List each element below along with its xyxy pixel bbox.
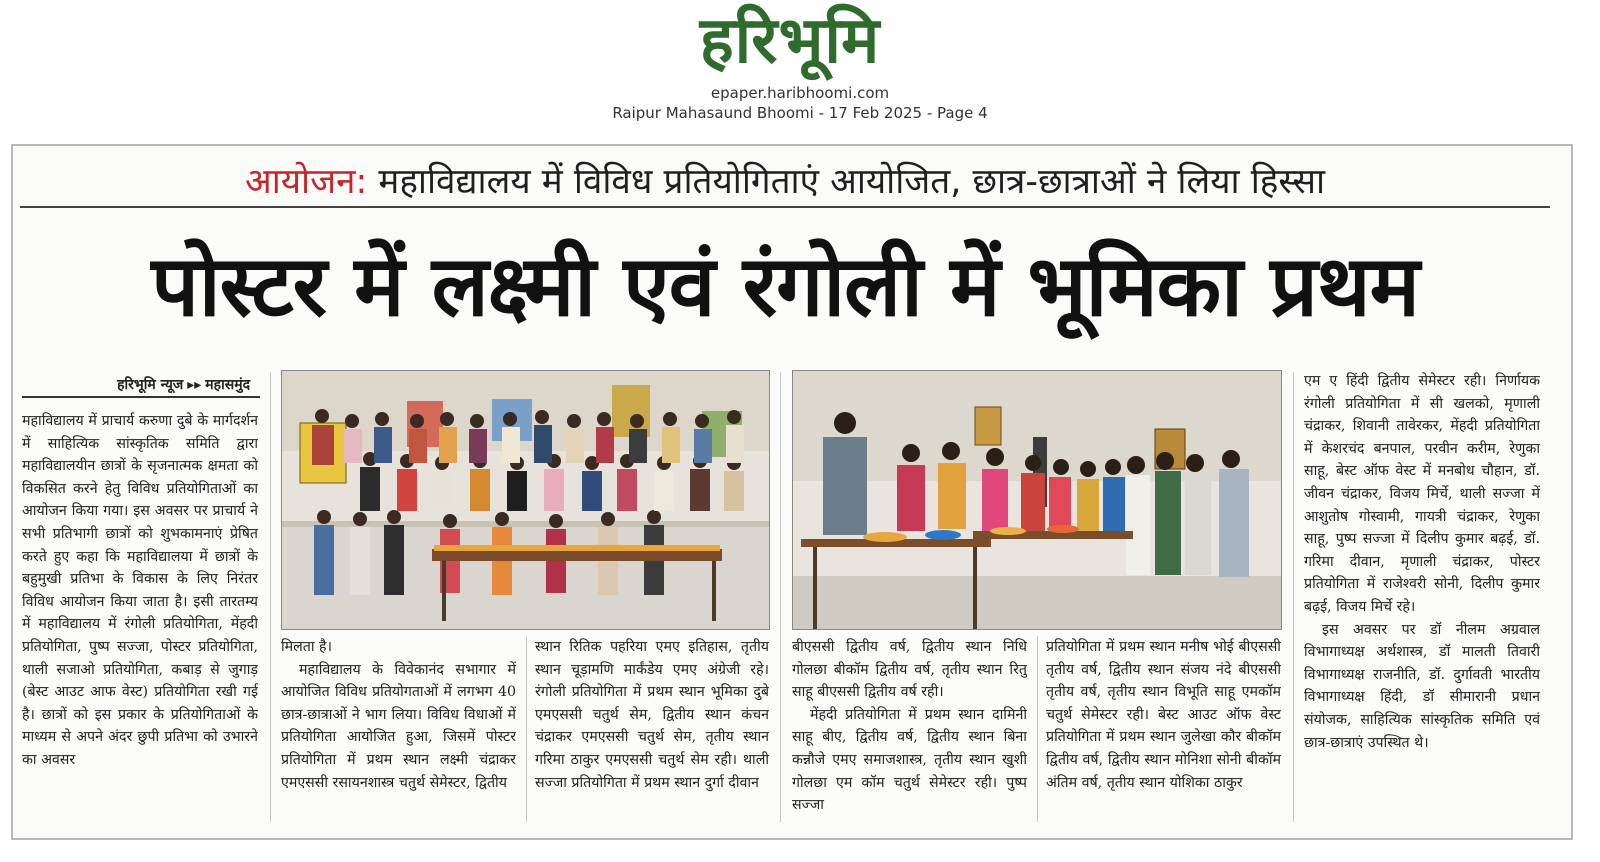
group-photo-illustration [282, 371, 769, 629]
site-url[interactable]: epaper.haribhoomi.com [710, 84, 890, 102]
column-divider [1293, 372, 1294, 822]
column-2-paragraph-2: महाविद्यालय के विवेकानंद सभागार में आयोजित विविध प्रतियोगताओं में लगभग 40 छात्र-छात्राओं ने भाग लिया। विविध विधाओं में प्रतियोगिता आयोजित हुआ, जिसमें पोस्टर प्रतियोगिता में प्रथम स्थान लक्ष्मी चंद्राकर एमएससी रसायनशास्त्र चतुर्थ सेमेस्टर, द्वितीय [281, 661, 516, 791]
article-column-3 [535, 636, 769, 822]
masthead [0, 0, 1600, 140]
competition-photo-illustration [793, 371, 1281, 629]
column-1-paragraph: महाविद्यालय में प्राचार्य करुणा दुबे के मार्गदर्शन में साहित्यिक सांस्कृतिक समिति द्वारा महाविद्यालयीन छात्रों के सृजनात्मक क्षमता को विकसित करने हेतु विविध प्रतियोगिताओं का आयोजन किया गया। इस अवसर पर प्राचार्य ने सभी प्रतिभागी छात्रों को शुभकामनाएं प्रेषित करते हुए कहा कि महाविद्यालया में छात्रों के बहुमुखी प्रतिभा के विकास के लिए निरंतर विविध आयोजन किया जाता है। इसी तारतम्य में महाविद्यालय में रंगोली प्रतियोगिता, मेंहदी प्रतियोगिता, पुष्प सज्जा, पोस्टर प्रतियोगिता, थाली सजाओ प्रतियोगिता, कबाड़ से जुगाड़ (बेस्ट आउट आफ वेस्ट) प्रतियोगिता रखी गई है। छात्रों को इस प्रकार के प्रतियोगिताओं के माध्यम से अपने अंदर छुपी प्रतिभा को उभारने का अवसर [22, 413, 258, 768]
column-5-paragraph: प्रतियोगिता में प्रथम स्थान मनीष भोई बीएससी तृतीय वर्ष, द्वितीय स्थान संजय नंदे बीएससी तृतीय वर्ष, तृतीय स्थान विभूति साहू एमकॉम चतुर्थ सेमेस्टर रही। बेस्ट आउट ऑफ वेस्ट प्रतियोगिता में प्रथम स्थान जुलेखा कौर बीकॉम द्वितीय वर्ष, द्वितीय स्थान मोनिशा सोनी बीकॉम अंतिम वर्ष, तृतीय स्थान योशिका ठाकुर [1046, 639, 1281, 791]
column-divider [526, 636, 527, 822]
column-6-paragraph-1: एम ए हिंदी द्वितीय सेमेस्टर रही। निर्णायक रंगोली प्रतियोगिता में सी खलको, मृणाली चंद्राकर, शिवानी तावेरकर, मेंहदी प्रतियोगिता में केशरचंद बनपाल, परवीन करीम, रेणुका साहू, बेस्ट ऑफ वेस्ट में मनबोध चौहान, डॉ. जीवन चंद्राकर, विजय मिर्चे, थाली सज्जा में आशुतोष गोस्वामी, गायत्री चंद्राकर, रेणुका साहू, पुष्प सज्जा में दिलीप कुमार बढ़ई, डॉ. गरिमा दीवान, मृणाली चंद्राकर, पोस्टर प्रतियोगिता में राजेश्वरी सोनी, दिलीप कुमार बढ़ई, विजय मिर्चे रहे। [1304, 373, 1540, 615]
article-column-2 [281, 636, 516, 822]
photo-thali-decoration-competition [792, 370, 1282, 630]
edition-line: Raipur Mahasaund Bhoomi - 17 Feb 2025 - Page 4 [612, 104, 988, 122]
article-column-6 [1304, 370, 1540, 822]
byline-source: हरिभूमि न्यूज [117, 377, 184, 393]
article-column-1 [22, 410, 258, 822]
column-4-paragraph-2: मेंहदी प्रतियोगिता में प्रथम स्थान दामिनी साहू बीए, द्वितीय वर्ष, द्वितीय स्थान बिना कन्नौजे एमए समाजशास्त्र, तृतीय स्थान खुशी गोलछा एम कॉम चतुर्थ सेमेस्टर रही। पुष्प सज्जा [792, 706, 1027, 814]
article-headline: पोस्टर में लक्ष्मी एवं रंगोली में भूमिका प्रथम [151, 237, 1419, 335]
article-column-4 [792, 636, 1027, 822]
column-3-paragraph: स्थान रितिक पहरिया एमए इतिहास, तृतीय स्थान चूड़ामणि मार्कंडेय एमए अंग्रेजी रहे। रंगोली प्रतियोगिता में प्रथम स्थान भूमिका दुबे एमएससी चतुर्थ सेम, द्वितीय स्थान कंचन चंद्राकर एमएससी चतुर्थ सेम, तृतीय स्थान गरिमा ठाकुर एमएससी चतुर्थ सेम रही। थाली सज्जा प्रतियोगिता में प्रथम स्थान दुर्गा दीवान [535, 639, 769, 791]
kicker-text: महाविद्यालय में विविध प्रतियोगिताएं आयोजित, छात्र-छात्राओं ने लिया हिस्सा [367, 162, 1326, 202]
group-photo-poster-competition [281, 370, 770, 630]
kicker-label: आयोजन: [244, 162, 368, 202]
column-divider [780, 372, 781, 822]
article-column-5 [1046, 636, 1281, 822]
column-divider [1037, 636, 1038, 822]
byline [22, 372, 260, 398]
haribhoomi-logo[interactable]: हरिभूमि [699, 4, 881, 78]
column-divider [270, 372, 271, 822]
byline-arrow-icon: ▸▸ [187, 377, 202, 393]
kicker-divider [20, 206, 1550, 208]
article-kicker [20, 160, 1550, 204]
column-2-paragraph-1: मिलता है। [281, 639, 332, 655]
column-6-paragraph-2: इस अवसर पर डॉ नीलम अग्रवाल विभागाध्यक्ष अर्थशास्त्र, डॉ मालती तिवारी विभागाध्यक्ष राजनीति, डॉ. दुर्गावती भारतीय विभागाध्यक्ष हिंदी, डॉ सीमारानी प्रधान संयोजक, साहित्यिक सांस्कृतिक समिति एवं छात्र-छात्राएं उपस्थित थे। [1304, 621, 1540, 751]
column-4-paragraph-1: बीएससी द्वितीय वर्ष, द्वितीय स्थान निधि गोलछा बीकॉम द्वितीय वर्ष, तृतीय स्थान रितु साहू बीएससी द्वितीय वर्ष रही। [792, 639, 1027, 701]
byline-place: महासमुंद [205, 377, 250, 393]
